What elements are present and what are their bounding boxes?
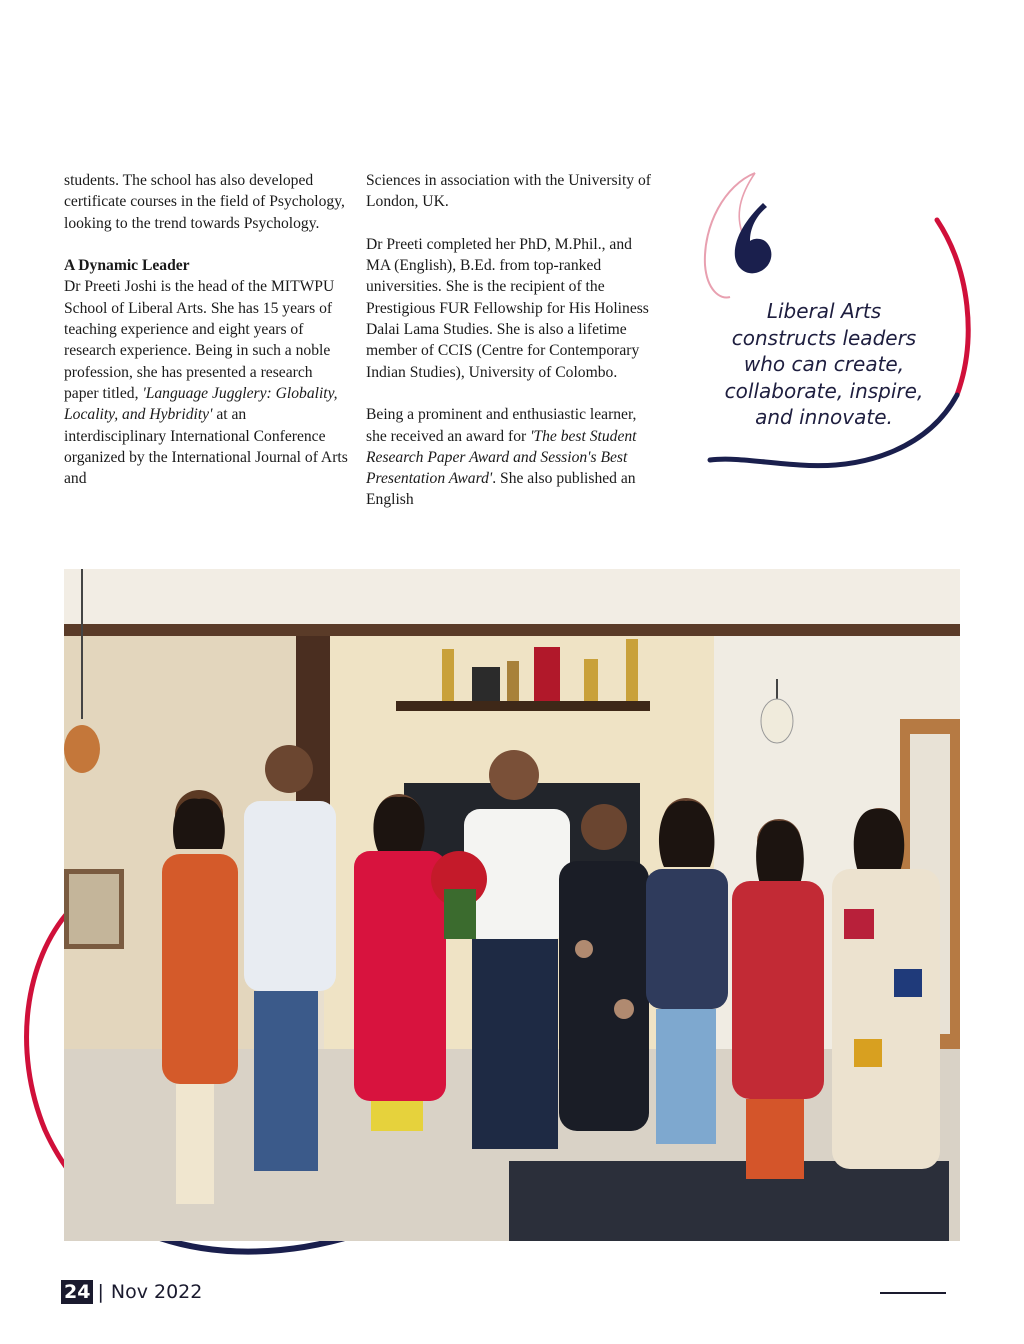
footer-rule	[880, 1292, 946, 1294]
footer-separator: |	[97, 1281, 104, 1303]
text-run: Dr Preeti Joshi is the head of the MITWPU School of Liberal Arts. She has 15 years of teaching experience and eight years of research experience. Being in such a noble profession, she has presented a research paper titled,	[64, 278, 335, 402]
paragraph: students. The school has also developed certificate courses in the field of Psychology, looking to the trend towards Psychology.	[64, 172, 345, 232]
text-run: . She also published an English	[366, 470, 636, 509]
paragraph: Sciences in association with the University of London, UK.	[366, 172, 651, 211]
text-run: at an interdisciplinary International Conference organized by the International Journal of Arts and	[64, 406, 348, 488]
issue-date: Nov 2022	[110, 1281, 203, 1303]
article-column-1	[64, 170, 349, 511]
section-heading: A Dynamic Leader	[64, 257, 190, 275]
paragraph: Dr Preeti completed her PhD, M.Phil., and MA (English), B.Ed. from top-ranked universities. She is the recipient of the Prestigious FUR Fellowship for His Holiness Dalai Lama Studies. She is also a lifetime member of CCIS (Centre for Contemporary Indian Studies), University of Colombo.	[366, 235, 649, 381]
italic-award: 'The best Student Research Paper Award and Session's Best Presentation Award'	[366, 427, 637, 488]
page-number: 24	[61, 1280, 93, 1304]
pull-quote-text: Liberal Arts constructs leaders who can create, collaborate, inspire, and innovate.	[724, 299, 924, 429]
paragraph	[64, 255, 349, 489]
group-photo	[64, 569, 960, 1241]
page-footer	[61, 1278, 202, 1306]
article-column-2	[366, 170, 651, 532]
text-run: Being a prominent and enthusiastic learner, she received an award for	[366, 406, 637, 445]
quote-mark-icon	[735, 203, 772, 273]
paragraph	[366, 404, 651, 510]
decorative-arc-red	[937, 220, 968, 395]
italic-title: 'Language Jugglery: Globality, Locality, and Hybridity'	[64, 384, 338, 424]
